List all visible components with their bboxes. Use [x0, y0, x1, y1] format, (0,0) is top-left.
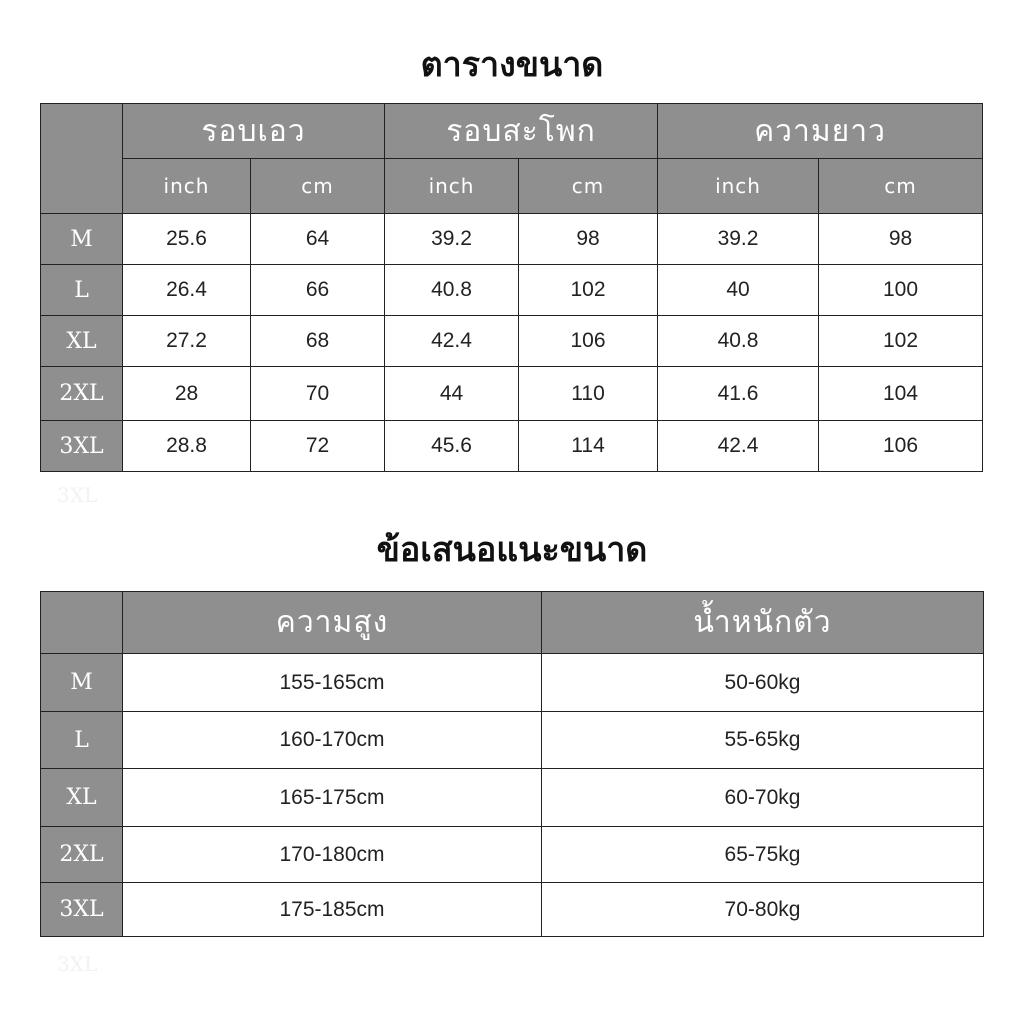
- unit-header: cm: [251, 159, 385, 214]
- size-chart-title: ตารางขนาด: [420, 45, 604, 85]
- table-cell: 40.8: [658, 316, 819, 367]
- size-label: L: [41, 712, 123, 769]
- size-label: 2XL: [41, 827, 123, 883]
- size-label: M: [41, 214, 123, 265]
- height-cell: 170-180cm: [123, 827, 542, 883]
- unit-header-row: [41, 159, 983, 214]
- weight-cell: 50-60kg: [542, 654, 984, 712]
- table-cell: 39.2: [385, 214, 519, 265]
- table-cell: 40: [658, 265, 819, 316]
- size-label: 2XL: [41, 367, 123, 421]
- hip-header: รอบสะโพก: [385, 104, 658, 159]
- table-cell: 44: [385, 367, 519, 421]
- table-row: [41, 712, 984, 769]
- table-row: [41, 367, 983, 421]
- table-cell: 70: [251, 367, 385, 421]
- weight-cell: 60-70kg: [542, 769, 984, 827]
- size-label: L: [41, 265, 123, 316]
- ghost-size-label: 3XL: [57, 952, 98, 976]
- table-row: [41, 654, 984, 712]
- table-cell: 100: [819, 265, 983, 316]
- table-cell: 28.8: [123, 421, 251, 472]
- height-cell: 175-185cm: [123, 883, 542, 937]
- unit-header: inch: [658, 159, 819, 214]
- table-cell: 40.8: [385, 265, 519, 316]
- recommendation-title: ข้อเสนอแนะขนาด: [376, 530, 648, 570]
- size-label: M: [41, 654, 123, 712]
- size-chart-table: [40, 103, 983, 472]
- size-label: 3XL: [41, 421, 123, 472]
- table-row: [41, 265, 983, 316]
- table-cell: 45.6: [385, 421, 519, 472]
- table-row: [41, 827, 984, 883]
- height-cell: 160-170cm: [123, 712, 542, 769]
- table-cell: 64: [251, 214, 385, 265]
- ghost-size-label: 3XL: [57, 483, 98, 507]
- table-cell: 98: [519, 214, 658, 265]
- unit-header: inch: [123, 159, 251, 214]
- recommendation-header-row: [41, 592, 984, 654]
- table-cell: 28: [123, 367, 251, 421]
- size-label: 3XL: [41, 883, 123, 937]
- table-row: [41, 421, 983, 472]
- size-label: XL: [41, 769, 123, 827]
- height-cell: 155-165cm: [123, 654, 542, 712]
- table-cell: 72: [251, 421, 385, 472]
- table-cell: 42.4: [658, 421, 819, 472]
- recommendation-table: [40, 591, 984, 937]
- corner-cell: [41, 104, 123, 214]
- table-cell: 102: [819, 316, 983, 367]
- waist-header: รอบเอว: [123, 104, 385, 159]
- length-header: ความยาว: [658, 104, 983, 159]
- height-cell: 165-175cm: [123, 769, 542, 827]
- unit-header: cm: [519, 159, 658, 214]
- table-row: [41, 883, 984, 937]
- table-row: [41, 214, 983, 265]
- table-cell: 102: [519, 265, 658, 316]
- corner-cell: [41, 592, 123, 654]
- table-cell: 27.2: [123, 316, 251, 367]
- table-row: [41, 316, 983, 367]
- weight-cell: 70-80kg: [542, 883, 984, 937]
- table-cell: 106: [519, 316, 658, 367]
- table-cell: 68: [251, 316, 385, 367]
- table-cell: 98: [819, 214, 983, 265]
- table-cell: 41.6: [658, 367, 819, 421]
- table-cell: 104: [819, 367, 983, 421]
- table-row: [41, 769, 984, 827]
- table-cell: 110: [519, 367, 658, 421]
- unit-header: cm: [819, 159, 983, 214]
- group-header-row: [41, 104, 983, 159]
- table-cell: 39.2: [658, 214, 819, 265]
- size-label: XL: [41, 316, 123, 367]
- table-cell: 66: [251, 265, 385, 316]
- height-header: ความสูง: [123, 592, 542, 654]
- table-cell: 26.4: [123, 265, 251, 316]
- table-cell: 25.6: [123, 214, 251, 265]
- weight-cell: 65-75kg: [542, 827, 984, 883]
- weight-cell: 55-65kg: [542, 712, 984, 769]
- unit-header: inch: [385, 159, 519, 214]
- table-cell: 114: [519, 421, 658, 472]
- weight-header: น้ำหนักตัว: [542, 592, 984, 654]
- table-cell: 42.4: [385, 316, 519, 367]
- table-cell: 106: [819, 421, 983, 472]
